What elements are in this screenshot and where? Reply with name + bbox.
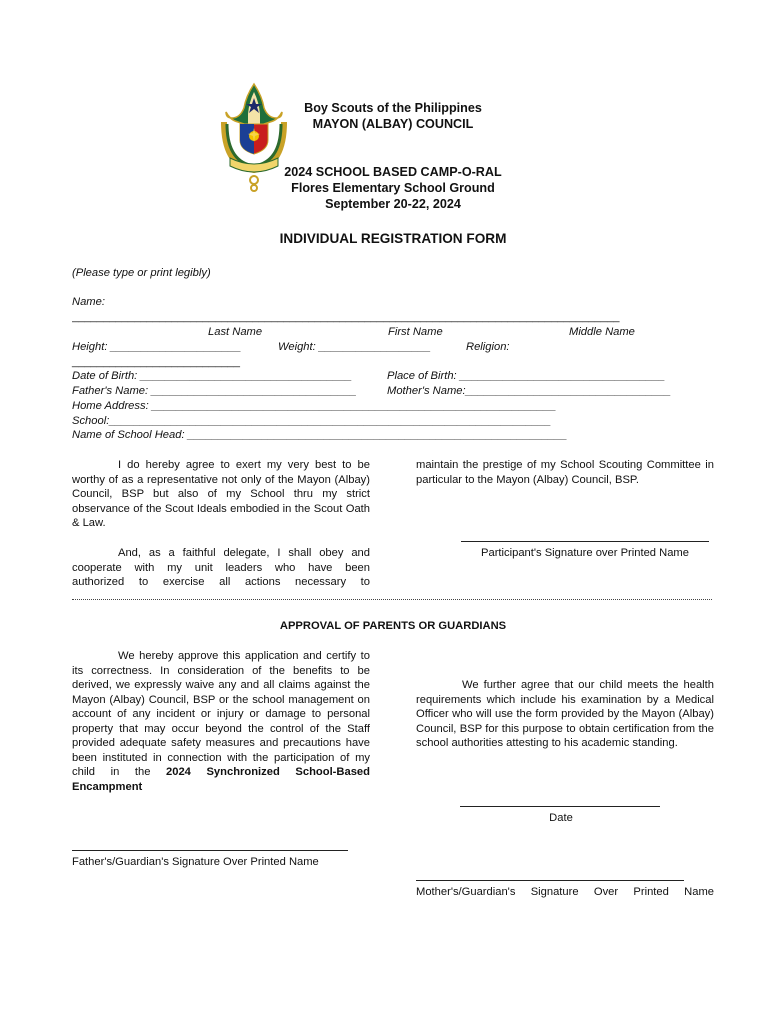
pledge-paragraph-3: maintain the prestige of my School Scouting Committee in particular to the Mayon (Albay) Council, BSP. (416, 459, 714, 486)
religion-input-line[interactable]: ___________________________ (72, 356, 240, 368)
home-address-field[interactable]: Home Address: _________________________________________________________________ (72, 400, 557, 412)
last-name-caption: Last Name (208, 326, 263, 338)
weight-field[interactable]: Weight: __________________ (278, 341, 431, 353)
date-line[interactable] (460, 806, 660, 807)
section-divider (72, 599, 712, 600)
middle-name-caption: Middle Name (569, 326, 635, 338)
pledge-paragraph-1: I do hereby agree to exert my very best to be worthy of as a representative not only of the Mayon (Albay) Council, BSP but also of my School thru my strict observance of the Scout Ideals embodied in the Scout Oath & Law. (72, 459, 370, 529)
father-signature-line[interactable] (72, 850, 348, 851)
pledge-paragraph-2-line-1: And, as a faithful delegate, I shall obey and (118, 547, 370, 559)
date-caption: Date (549, 812, 573, 824)
event-title: 2024 SCHOOL BASED CAMP-O-RAL (284, 165, 502, 179)
pledge-paragraph-2-line-2: cooperate with my unit leaders who have been (72, 562, 370, 574)
height-field[interactable]: Height: _____________________ (72, 341, 242, 353)
instruction: (Please type or print legibly) (72, 267, 211, 279)
org-name: Boy Scouts of the Philippines (304, 101, 482, 115)
form-title: INDIVIDUAL REGISTRATION FORM (279, 231, 507, 246)
first-name-caption: First Name (388, 326, 443, 338)
encampment-name: 2024 Synchronized School-Based Encampment (72, 766, 370, 793)
name-label: Name: (72, 296, 105, 308)
approval-paragraph-left (72, 649, 370, 794)
father-name-field[interactable]: Father's Name: _________________________________ (72, 385, 357, 397)
mother-signature-caption: Mother's/Guardian's Signature Over Printed Name (416, 886, 714, 898)
father-signature-caption: Father's/Guardian's Signature Over Printed Name (72, 856, 319, 868)
event-venue: Flores Elementary School Ground (291, 181, 495, 195)
school-head-field[interactable]: Name of School Head: _____________________________________________________________ (72, 429, 568, 441)
pledge-paragraph-2-line-3: authorized to exercise all actions necessary to (72, 576, 370, 588)
event-dates: September 20-22, 2024 (325, 197, 461, 211)
dob-field[interactable]: Date of Birth: __________________________________ (72, 370, 352, 382)
name-input-line[interactable]: ________________________________________________________________________________________ (72, 311, 620, 323)
mother-name-field[interactable]: Mother's Name:_________________________________ (387, 385, 671, 397)
approval-paragraph-right: We further agree that our child meets the health requirements which include his examination by a Medical Officer who will use the form provided by the Mayon (Albay) Council, BSP for this purpose to obtain certification from the school authorities attesting to his academic standing. (416, 679, 714, 749)
religion-label: Religion: (466, 341, 510, 353)
approval-title: APPROVAL OF PARENTS OR GUARDIANS (279, 620, 507, 632)
school-field[interactable]: School:_______________________________________________________________________ (72, 415, 552, 427)
participant-signature-caption: Participant's Signature over Printed Name (481, 547, 689, 559)
council-name: MAYON (ALBAY) COUNCIL (312, 117, 474, 131)
pob-field[interactable]: Place of Birth: _________________________________ (387, 370, 666, 382)
mother-signature-line[interactable] (416, 880, 684, 881)
participant-signature-line[interactable] (461, 541, 709, 542)
approval-left-text: We hereby approve this application and certify to its correctness. In consideration of the benefits to be derived, we expressly waive any and all claims against the Mayon (Albay) Council, BSP or the school management on account of any incident or injury or damage to personal property that may occur beyond the control of the Staff provided adequate safety measures and precautions have been instituted in connection with the participation of my child in the (72, 650, 370, 778)
